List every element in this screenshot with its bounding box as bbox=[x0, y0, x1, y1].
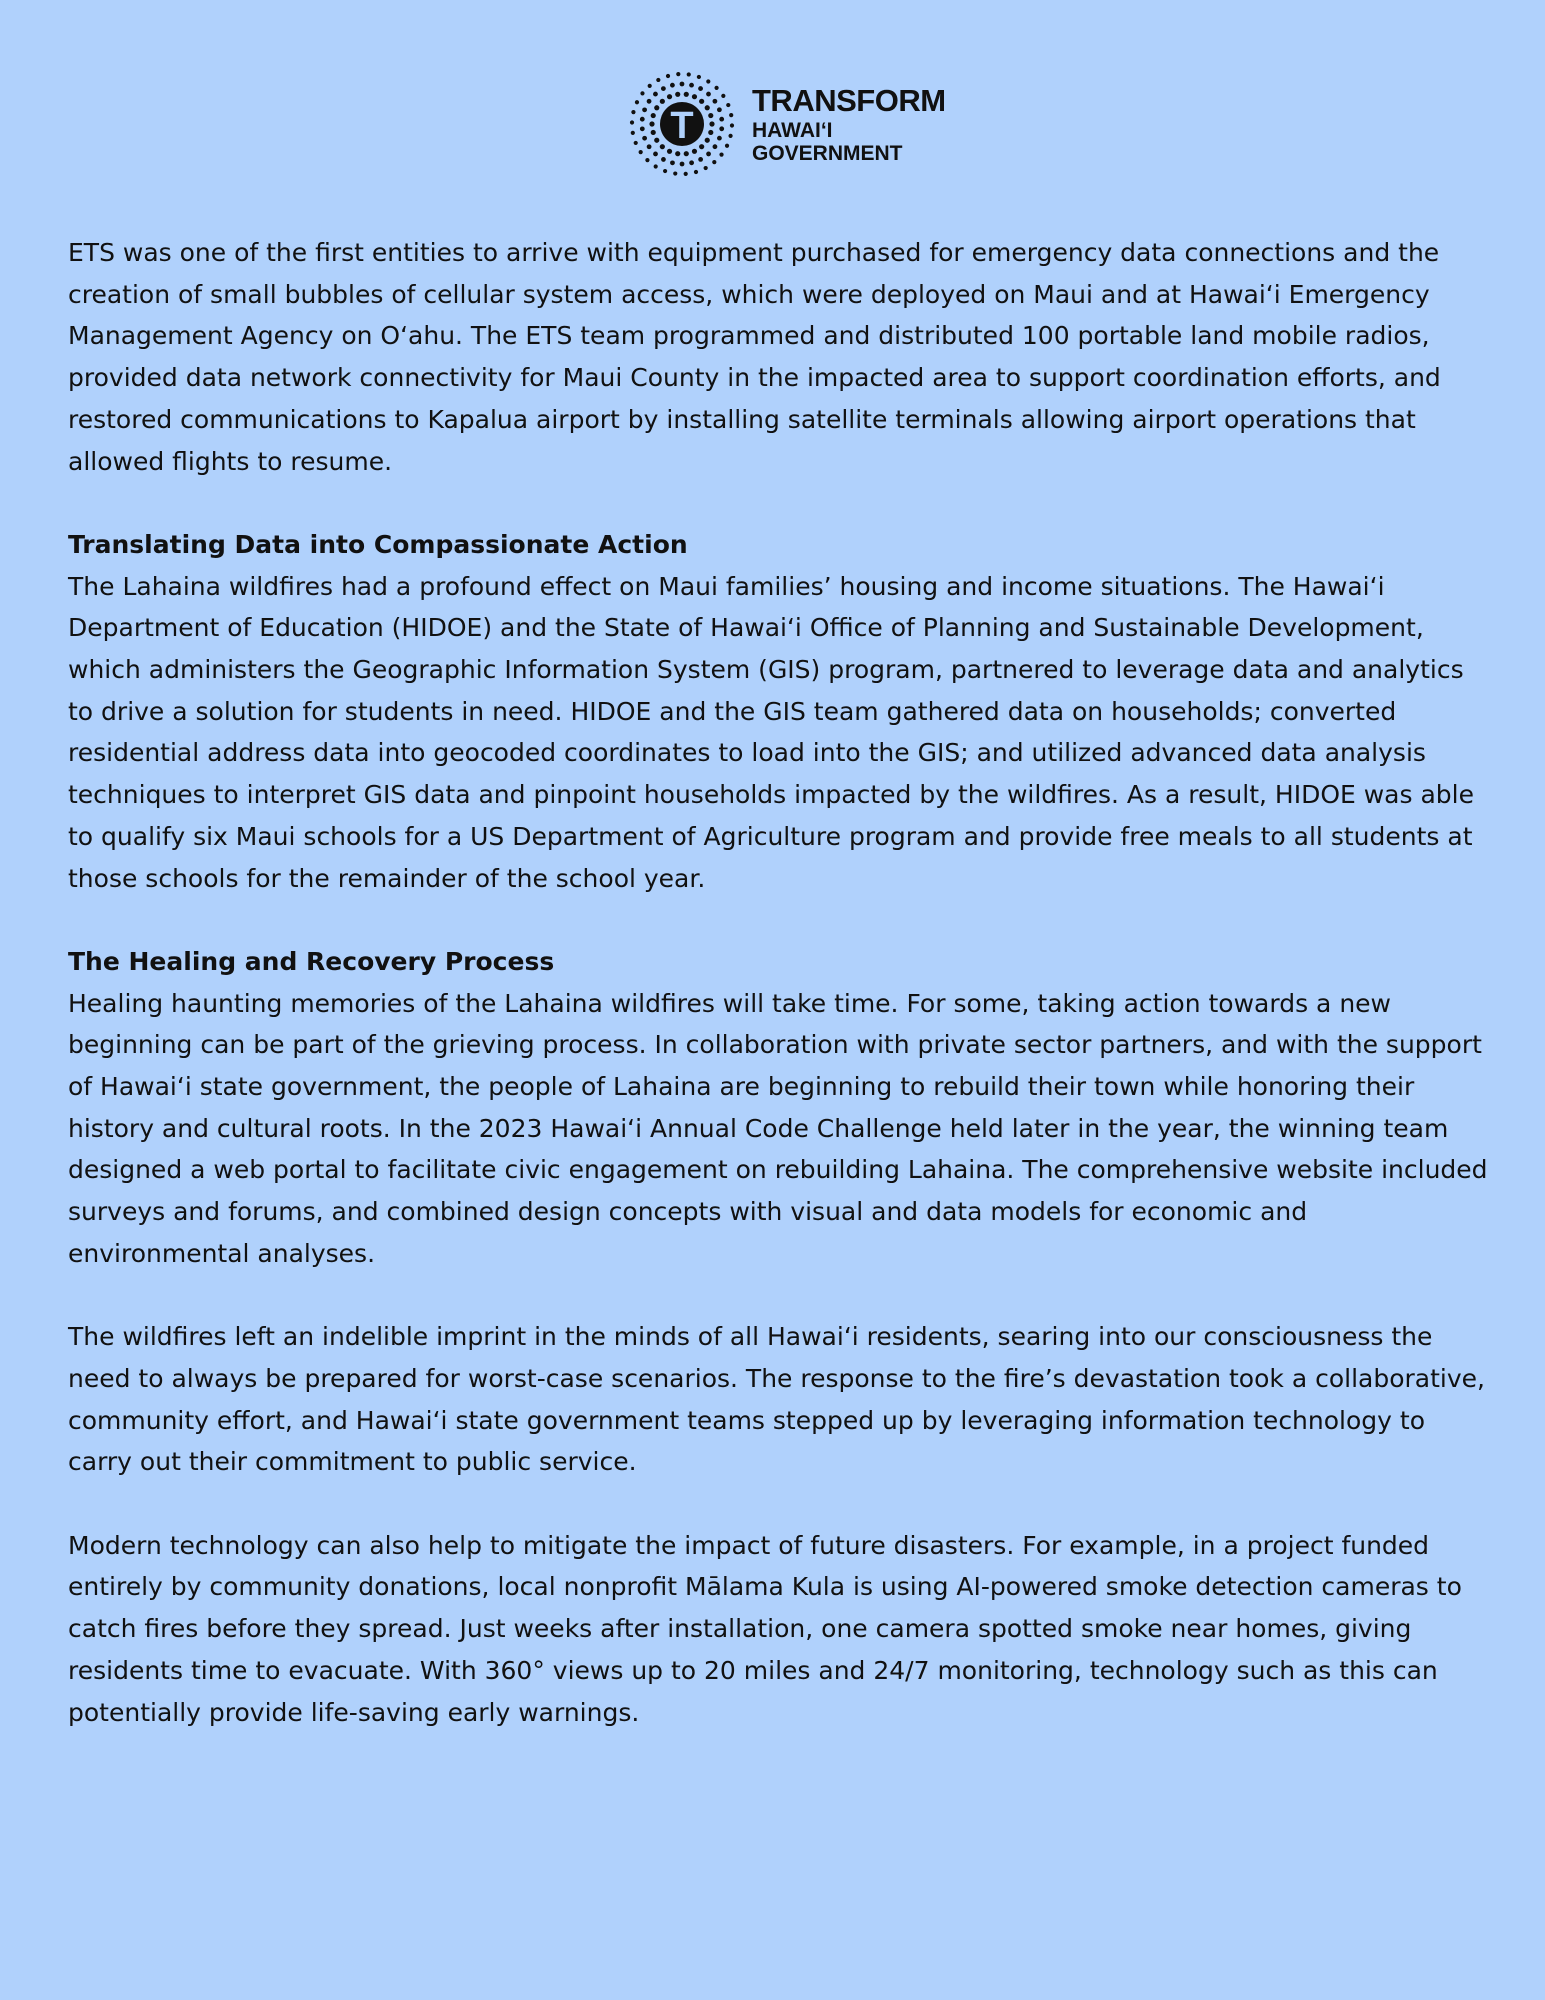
article-body bbox=[68, 232, 1488, 1775]
logo-dot bbox=[684, 151, 689, 156]
logo-dot bbox=[719, 117, 724, 122]
logo-dot bbox=[645, 158, 649, 162]
logo-dot bbox=[673, 171, 677, 175]
logo-dot bbox=[675, 92, 680, 97]
logo-dot bbox=[648, 84, 652, 88]
logo-dot bbox=[660, 144, 665, 149]
section-heading: Translating Data into Compassionate Action bbox=[68, 529, 688, 559]
logo-dot bbox=[634, 141, 638, 145]
intro-paragraph: ETS was one of the first entities to arrive with equipment purchased for emergency data connections and the creation of small bubbles of cellular system access, which were deployed on Maui and at Hawaiʻi Emergency Management Agency on Oʻahu. The ETS team programmed and distributed 100 portable land mobile radios, provided data network connectivity for Maui County in the impacted area to support coordination efforts, and restored communications to Kapalua airport by installing satellite terminals allowing airport operations that allowed flights to resume. bbox=[68, 238, 1441, 476]
logo-dot bbox=[680, 82, 685, 87]
logo-dot bbox=[712, 160, 716, 164]
section-compassionate-action bbox=[68, 524, 1488, 899]
logo-dot bbox=[709, 121, 714, 126]
logo-dot bbox=[680, 162, 685, 167]
logo-dot bbox=[642, 136, 647, 141]
logo-dot bbox=[714, 86, 718, 90]
logo-dot bbox=[663, 169, 667, 173]
logo-dot bbox=[651, 113, 656, 118]
logo-dot bbox=[717, 107, 722, 112]
logo-line-transform: TRANSFORM bbox=[752, 82, 946, 118]
logo-dot bbox=[705, 138, 710, 143]
logo-dot bbox=[706, 92, 711, 97]
logo-dot bbox=[640, 117, 645, 122]
logo-dot bbox=[684, 92, 689, 97]
logo-dot bbox=[689, 83, 694, 88]
logo-dot bbox=[728, 134, 732, 138]
wildfires-paragraph: The wildfires left an indelible imprint in the minds of all Hawaiʻi residents, searing into our consciousness the need to always be prepared for worst-case scenarios. The response to the fire’s devastation took a collaborative, community effort, and Hawaiʻi state government teams stepped up by leveraging information technology to carry out their commitment to public service. bbox=[68, 1322, 1485, 1477]
logo-dot bbox=[670, 160, 675, 165]
logo-dot bbox=[675, 151, 680, 156]
logo-dot bbox=[684, 172, 688, 176]
logo-dot bbox=[726, 103, 730, 107]
logo-dot bbox=[705, 105, 710, 110]
logo-dot bbox=[698, 86, 703, 91]
logo-dot bbox=[687, 72, 691, 76]
section-paragraph: The Lahaina wildfires had a profound effect on Maui families’ housing and income situations. The Hawaiʻi Department of Education (HIDOE) and the State of Hawaiʻi Office of Planning and Sustainable Development, which administers the Geographic Information System (GIS) program, partnered to leverage data and analytics to drive a solution for students in need. HIDOE and the GIS team gathered data on households; converted residential address data into geocoded coordinates to load into the GIS; and utilized advanced data analysis techniques to interpret GIS data and pinpoint households impacted by the wildfires. As a result, HIDOE was able to qualify six Maui schools for a US Department of Agriculture program and provide free meals to all students at those schools for the remainder of the school year. bbox=[68, 571, 1474, 893]
logo-dot bbox=[719, 126, 724, 131]
section-healing-recovery bbox=[68, 941, 1488, 1275]
logo-dot bbox=[697, 75, 701, 79]
logo-dot bbox=[651, 130, 656, 135]
logo-dot bbox=[676, 72, 680, 76]
logo-dot bbox=[635, 100, 639, 104]
logo-dot bbox=[654, 105, 659, 110]
svg-text:T: T bbox=[670, 105, 694, 147]
logo-dot bbox=[649, 121, 654, 126]
logo-dot bbox=[699, 144, 704, 149]
logo-dot bbox=[661, 86, 666, 91]
logo-dot bbox=[706, 152, 711, 157]
logo-dot bbox=[656, 78, 660, 82]
transform-hawaii-logo-icon bbox=[626, 68, 738, 180]
logo-dot bbox=[640, 91, 644, 95]
logo-dot bbox=[708, 113, 713, 118]
logo-dot bbox=[719, 153, 723, 157]
logo-dot bbox=[706, 79, 710, 83]
logo-line-hawaii: HAWAIʻI bbox=[752, 118, 833, 142]
logo-dot bbox=[660, 99, 665, 104]
logo-dot bbox=[653, 152, 658, 157]
logo-dot bbox=[631, 131, 635, 135]
logo-line-government: GOVERNMENT bbox=[752, 141, 903, 165]
logo-dot bbox=[653, 92, 658, 97]
logo-dot bbox=[647, 99, 652, 104]
logo-dot bbox=[721, 94, 725, 98]
logo-dot bbox=[654, 164, 658, 168]
logo-dot bbox=[667, 149, 672, 154]
logo-dot bbox=[730, 123, 734, 127]
logo-dot bbox=[713, 99, 718, 104]
logo-dot bbox=[642, 107, 647, 112]
logo-dot bbox=[694, 170, 698, 174]
logo-dot bbox=[689, 160, 694, 165]
logo-dot bbox=[708, 130, 713, 135]
section-paragraph: Healing haunting memories of the Lahaina wildfires will take time. For some, taking action towards a new beginning can be part of the grieving process. In collaboration with private sector partners, and with the support of Hawaiʻi state government, the people of Lahaina are beginning to rebuild their town while honoring their history and cultural roots. In the 2023 Hawaiʻi Annual Code Challenge held later in the year, the winning team designed a web portal to facilitate civic engagement on rebuilding Lahaina. The comprehensive website included surveys and forums, and combined design concepts with visual and data models for economic and environmental analyses. bbox=[68, 988, 1488, 1268]
section-heading: The Healing and Recovery Process bbox=[68, 946, 555, 976]
logo-dot bbox=[639, 150, 643, 154]
logo-dot bbox=[667, 94, 672, 99]
logo-dot bbox=[729, 113, 733, 117]
logo bbox=[626, 68, 946, 180]
logo-dot bbox=[692, 149, 697, 154]
logo-dot bbox=[699, 99, 704, 104]
logo-dot bbox=[713, 144, 718, 149]
logo-dot bbox=[630, 120, 634, 124]
logo-dot bbox=[666, 74, 670, 78]
logo-dot bbox=[631, 110, 635, 114]
logo-dot bbox=[640, 126, 645, 131]
modern-technology-paragraph: Modern technology can also help to mitigate the impact of future disasters. For example, in a project funded entirely by community donations, local nonprofit Mālama Kula is using AI-powered smoke detection cameras to catch fires before they spread. Just weeks after installation, one camera spotted smoke near homes, giving residents time to evacuate. With 360° views up to 20 miles and 24/7 monitoring, technology such as this can potentially provide life-saving early warnings. bbox=[68, 1530, 1462, 1727]
logo-wordmark bbox=[752, 82, 946, 165]
logo-dot bbox=[717, 136, 722, 141]
logo-dot bbox=[725, 144, 729, 148]
logo-dot bbox=[704, 166, 708, 170]
logo-dot bbox=[647, 144, 652, 149]
logo-dot bbox=[670, 83, 675, 88]
logo-dot bbox=[654, 138, 659, 143]
logo-dot bbox=[661, 157, 666, 162]
logo-dot bbox=[692, 94, 697, 99]
logo-dot bbox=[698, 157, 703, 162]
